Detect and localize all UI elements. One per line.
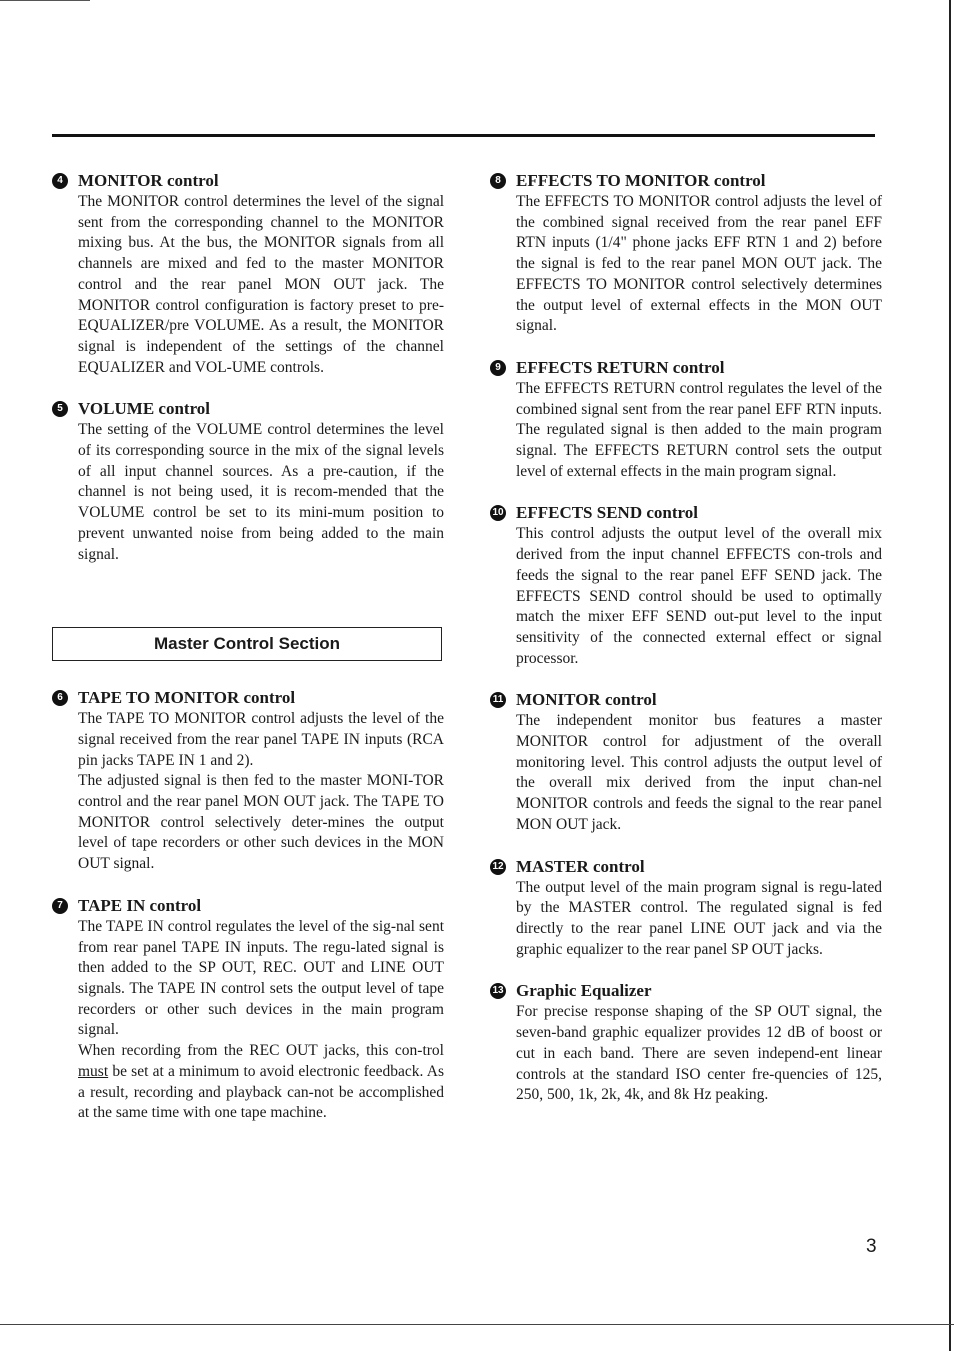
- section-heading: [490, 170, 882, 192]
- item-number-icon: 9: [490, 360, 506, 376]
- section-volume-control: [52, 398, 444, 565]
- section-master-control: [490, 856, 882, 961]
- section-heading: [490, 856, 882, 878]
- paragraph: The EFFECTS RETURN control regulates the level of the combined signal sent from the rear panel EFF RTN inputs. The regulated signal is then added to the main program signal. The EFFECTS RETURN control sets the output level of external effects in the main program signal.: [516, 379, 882, 480]
- section-title: EFFECTS SEND control: [516, 503, 698, 523]
- section-title: EFFECTS RETURN control: [516, 357, 725, 377]
- section-body: [78, 709, 444, 875]
- section-body: [516, 878, 882, 961]
- page-number: 3: [866, 1236, 877, 1257]
- paragraph: The TAPE TO MONITOR control adjusts the level of the signal received from the rear panel TAPE IN inputs (RCA pin jacks TAPE IN 1 and 2).: [78, 710, 444, 769]
- page-edge-bottom: [0, 1324, 954, 1325]
- section-title: TAPE IN control: [78, 895, 202, 915]
- section-heading: [52, 170, 444, 192]
- section-heading: [490, 357, 882, 379]
- section-heading: [490, 980, 882, 1002]
- section-tape-to-monitor-control: [52, 687, 444, 875]
- section-title: MONITOR control: [78, 171, 219, 190]
- item-number-icon: 8: [490, 173, 506, 189]
- section-title: MONITOR control: [516, 690, 657, 710]
- section-title: VOLUME control: [78, 399, 211, 419]
- section-effects-to-monitor-control: [490, 170, 882, 337]
- section-body: [78, 420, 444, 565]
- section-title: TAPE TO MONITOR control: [78, 688, 296, 708]
- item-number-icon: 11: [490, 692, 506, 708]
- item-number-icon: 7: [52, 898, 68, 914]
- master-control-section-box: [52, 627, 442, 661]
- section-body: [516, 192, 882, 337]
- text-run: be set at a minimum to avoid electronic feedback. As a result, recording and playback can-not be accomplished at the same time with one tape machine.: [78, 1062, 444, 1122]
- section-effects-send-control: [490, 502, 882, 669]
- paragraph: [78, 1041, 444, 1124]
- page-edge-right: [949, 0, 951, 1351]
- section-tape-in-control: [52, 895, 444, 1124]
- section-heading: [490, 689, 882, 711]
- section-heading: [52, 895, 444, 917]
- section-graphic-equalizer: [490, 980, 882, 1106]
- section-body: [516, 379, 882, 483]
- scan-artifact-top: [0, 0, 90, 1]
- section-title: MASTER control: [516, 856, 645, 876]
- paragraph: For precise response shaping of the SP OUT signal, the seven-band graphic equalizer provides 12 dB of boost or cut in each band. There are seven independ-ent linear controls at the standard ISO center fre-quencies of 125, 250, 500, 1k, 2k, 4k, and 8k Hz peaking.: [516, 1003, 882, 1104]
- section-monitor-control: [52, 170, 444, 378]
- master-section-title: Master Control Section: [153, 634, 341, 654]
- item-number-icon: 13: [490, 983, 506, 999]
- header-rule: [52, 134, 875, 137]
- item-number-icon: 6: [52, 690, 68, 706]
- section-heading: [52, 687, 444, 709]
- emphasis-must: must: [78, 1062, 109, 1080]
- section-body: [516, 1002, 882, 1106]
- item-number-icon: 4: [52, 173, 68, 189]
- paragraph: The EFFECTS TO MONITOR control adjusts the level of the combined signal received from the rear panel EFF RTN inputs (1/4" phone jacks EFF RTN 1 and 2) before the signal is fed to the rear panel MON OUT jack. The EFFECTS TO MONITOR control selectively determines the output level of external effects in the MON OUT signal.: [516, 193, 882, 335]
- text-run: When recording from the REC OUT jacks, this con-trol: [78, 1042, 444, 1060]
- paragraph: The setting of the VOLUME control determines the level of its corresponding source in the mix of the signal levels of all input channel sources. As a pre-caution, if the channel is not being used, it is recom-mended that the VOLUME control be set to its mini-mum position to prevent unwanted noise from being added to the main signal.: [78, 421, 444, 563]
- paragraph: The output level of the main program signal is regu-lated by the MASTER control. The regulated signal is fed directly to the rear panel LINE OUT jack and via the graphic equalizer to the rear panel SP OUT jacks.: [516, 878, 882, 958]
- paragraph: The MONITOR control determines the level of the signal sent from the corresponding channel to the MONITOR mixing bus. At the bus, the MONITOR signals from all channels are mixed and fed to the master MONITOR control and the rear panel MON OUT jack. The MONITOR control configuration is factory preset to pre-EQUALIZER/pre VOLUME. As a result, the MONITOR signal is independent of the settings of the channel EQUALIZER and VOL-UME controls.: [78, 193, 444, 376]
- section-master-monitor-control: [490, 689, 882, 835]
- paragraph: The TAPE IN control regulates the level of the sig-nal sent from rear panel TAPE IN inputs. The regu-lated signal is then added to the SP OUT, REC. OUT and LINE OUT signals. The TAPE IN control sets the output level of tape recorders or other such devices in the main program signal.: [78, 917, 444, 1039]
- item-number-icon: 12: [490, 859, 506, 875]
- section-effects-return-control: [490, 357, 882, 483]
- item-number-icon: 10: [490, 505, 506, 521]
- right-column: [490, 170, 882, 1126]
- paragraph: The independent monitor bus features a master MONITOR control for adjustment of the overall monitoring level. This control adjusts the output level of the overall mix derived from the input chan-nel MONITOR controls and feeds the signal to the rear panel MON OUT jack.: [516, 712, 882, 833]
- section-body: [78, 192, 444, 378]
- section-body: [516, 711, 882, 835]
- section-body: [516, 524, 882, 669]
- item-number-icon: 5: [52, 401, 68, 417]
- section-title: EFFECTS TO MONITOR control: [516, 171, 766, 190]
- paragraph: This control adjusts the output level of the overall mix derived from the input channel EFFECTS con-trols and feeds the signal to the rear panel EFF SEND jack. The EFFECTS SEND control should be used to optimally match the mixer EFF SEND out-put level to the input sensitivity of the connected external effect or signal processor.: [516, 525, 882, 667]
- paragraph: The adjusted signal is then fed to the master MONI-TOR control and the rear panel MON OUT jack. The TAPE TO MONITOR control selectively deter-mines the output level of tape recorders or other such devices in the MON OUT signal.: [78, 772, 444, 873]
- section-heading: [490, 502, 882, 524]
- section-heading: [52, 398, 444, 420]
- section-title: Graphic Equalizer: [516, 981, 652, 1001]
- left-column: [52, 170, 444, 1144]
- section-body: [78, 917, 444, 1124]
